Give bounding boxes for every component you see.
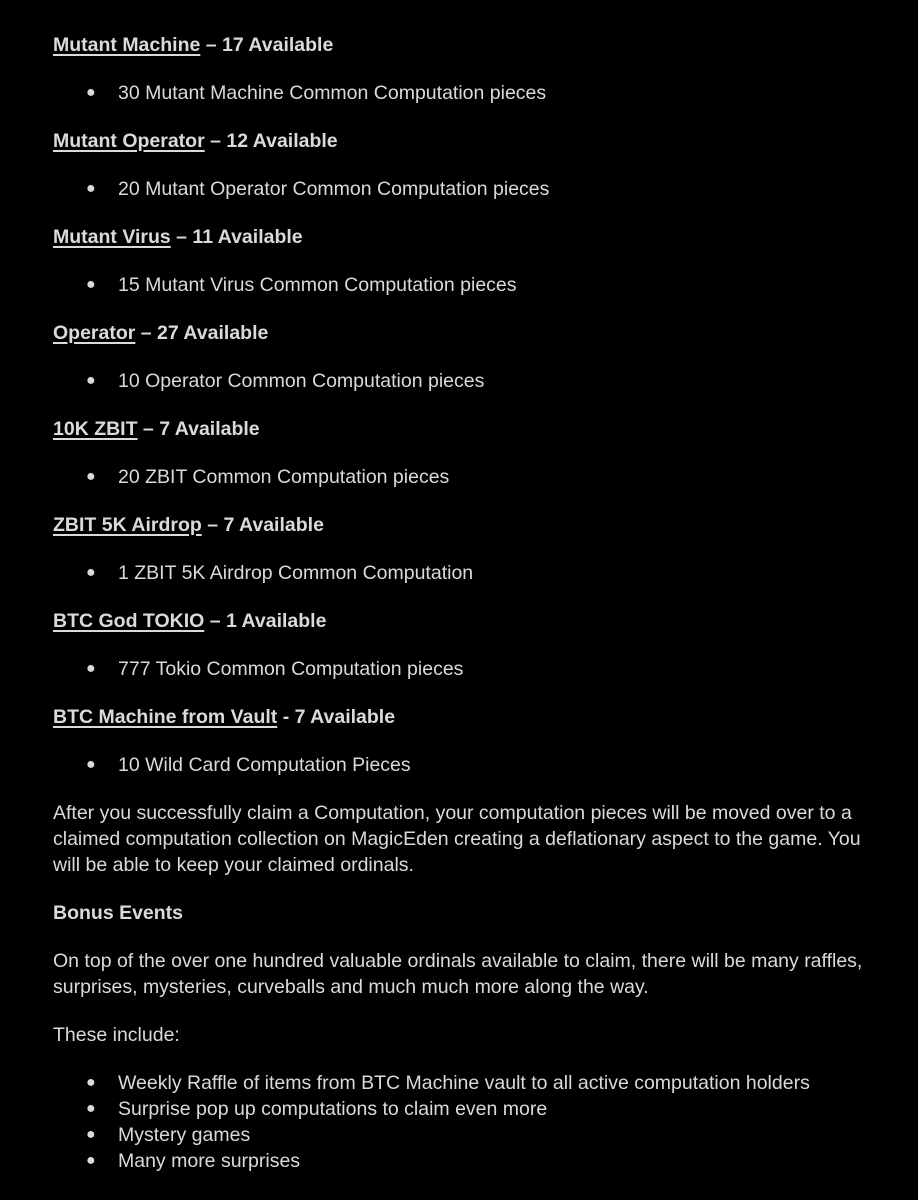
list-item — [53, 560, 878, 586]
list-item — [53, 1096, 878, 1122]
bullet-icon: ● — [86, 372, 96, 389]
list-item — [53, 656, 878, 682]
collection-separator: – — [204, 130, 227, 152]
collection-heading — [53, 320, 878, 346]
bullet-icon: ● — [86, 756, 96, 773]
collection-separator: – — [201, 514, 224, 536]
collection-link[interactable]: BTC Machine from Vault — [53, 706, 278, 728]
list-item-text: 1 ZBIT 5K Airdrop Common Computation — [118, 562, 474, 584]
list-item — [53, 1148, 878, 1174]
collection-heading — [53, 32, 878, 58]
collection-availability: 11 Available — [192, 226, 303, 248]
list-item — [53, 368, 878, 394]
collection-heading — [53, 704, 878, 730]
list-item — [53, 80, 878, 106]
collection-heading — [53, 608, 878, 634]
collection-link[interactable]: Mutant Operator — [53, 130, 205, 152]
list-item-text: 10 Operator Common Computation pieces — [118, 370, 485, 392]
collection-separator: – — [200, 34, 223, 56]
bullet-icon: ● — [86, 1126, 96, 1143]
bonus-heading: Bonus Events — [53, 902, 184, 924]
bullet-icon: ● — [86, 564, 96, 581]
collection-heading — [53, 512, 878, 538]
collection-availability: 12 Available — [226, 130, 338, 152]
list-item — [53, 1070, 878, 1096]
collection-bullet-list — [53, 272, 878, 298]
collection-availability: 7 Available — [223, 514, 324, 536]
collection-link[interactable]: Mutant Virus — [53, 226, 171, 248]
collection-availability: 1 Available — [225, 610, 327, 632]
list-item-text: Surprise pop up computations to claim even more — [118, 1098, 548, 1120]
collection-separator: – — [137, 418, 160, 440]
list-item — [53, 272, 878, 298]
bullet-icon: ● — [86, 1152, 96, 1169]
list-item-text: 10 Wild Card Computation Pieces — [118, 754, 411, 776]
list-item — [53, 464, 878, 490]
collection-link[interactable]: ZBIT 5K Airdrop — [53, 514, 202, 536]
list-item — [53, 1122, 878, 1148]
collection-link[interactable]: BTC God TOKIO — [53, 610, 205, 632]
bullet-icon: ● — [86, 84, 96, 101]
collection-link[interactable]: Mutant Machine — [53, 34, 201, 56]
bullet-icon: ● — [86, 660, 96, 677]
includes-label: These include: — [53, 1024, 180, 1046]
collection-separator: - — [277, 706, 295, 728]
collection-availability: 27 Available — [157, 322, 269, 344]
collection-heading — [53, 128, 878, 154]
list-item-text: 30 Mutant Machine Common Computation pieces — [118, 82, 547, 104]
collection-bullet-list — [53, 464, 878, 490]
list-item-text: 20 ZBIT Common Computation pieces — [118, 466, 450, 488]
bullet-icon: ● — [86, 1100, 96, 1117]
list-item-text: 777 Tokio Common Computation pieces — [118, 658, 464, 680]
collection-bullet-list — [53, 752, 878, 778]
collection-heading — [53, 416, 878, 442]
bullet-icon: ● — [86, 276, 96, 293]
collection-bullet-list — [53, 368, 878, 394]
collection-separator: – — [170, 226, 193, 248]
list-item — [53, 176, 878, 202]
bullet-icon: ● — [86, 468, 96, 485]
collection-separator: – — [135, 322, 158, 344]
claim-paragraph: After you successfully claim a Computation, your computation pieces will be moved over to a claimed computation collection on MagicEden creating a deflationary aspect to the game. You will be able to keep your claimed ordinals. — [53, 802, 861, 876]
list-item-text: Many more surprises — [118, 1150, 301, 1172]
list-item-text: 15 Mutant Virus Common Computation pieces — [118, 274, 517, 296]
collection-bullet-list — [53, 656, 878, 682]
list-item — [53, 752, 878, 778]
includes-list — [53, 1070, 878, 1174]
collection-bullet-list — [53, 560, 878, 586]
list-item-text: 20 Mutant Operator Common Computation pieces — [118, 178, 550, 200]
collection-availability: 7 Available — [159, 418, 260, 440]
collection-link[interactable]: 10K ZBIT — [53, 418, 138, 440]
collection-link[interactable]: Operator — [53, 322, 136, 344]
collection-heading — [53, 224, 878, 250]
list-item-text: Mystery games — [118, 1124, 251, 1146]
collection-availability: 17 Available — [222, 34, 334, 56]
collection-bullet-list — [53, 80, 878, 106]
collection-separator: – — [204, 610, 226, 632]
bullet-icon: ● — [86, 180, 96, 197]
bullet-icon: ● — [86, 1074, 96, 1091]
collection-bullet-list — [53, 176, 878, 202]
collection-availability: 7 Available — [294, 706, 396, 728]
list-item-text: Weekly Raffle of items from BTC Machine vault to all active computation holders — [118, 1072, 810, 1094]
bonus-paragraph: On top of the over one hundred valuable ordinals available to claim, there will be many raffles, surprises, mysteries, curveballs and much much more along the way. — [53, 950, 863, 998]
